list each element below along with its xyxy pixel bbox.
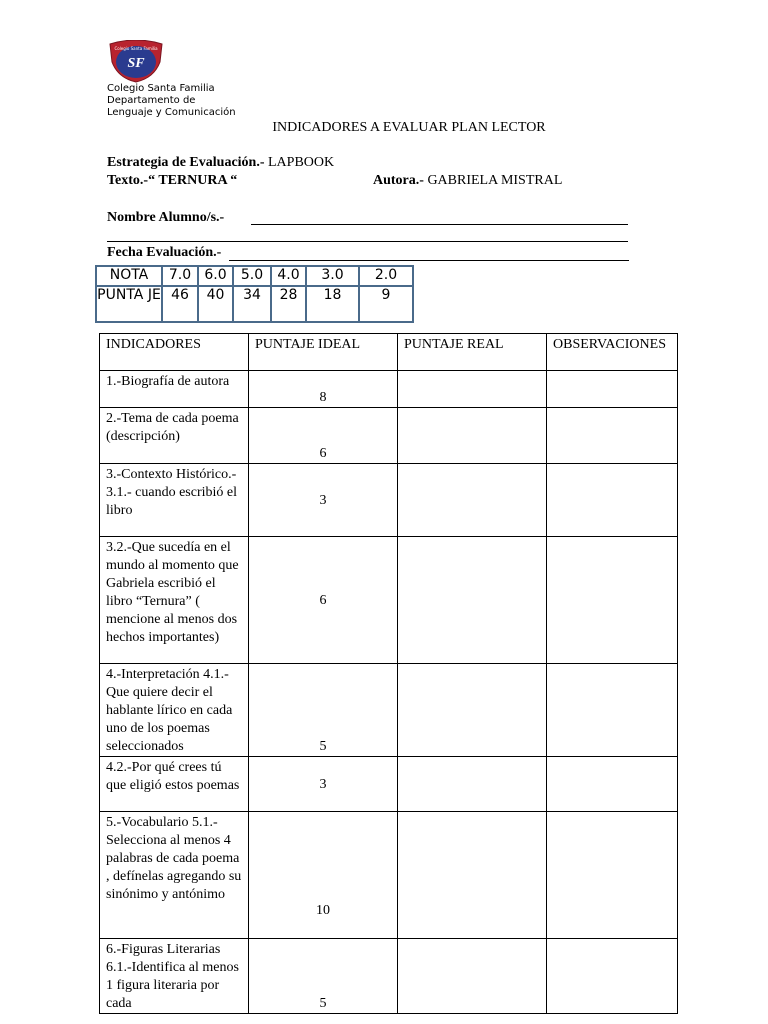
observations-cell[interactable] (547, 939, 678, 1014)
strategy-value: LAPBOOK (268, 155, 335, 170)
observations-cell[interactable] (547, 464, 678, 537)
grade-table (95, 265, 414, 323)
observations-cell[interactable] (547, 537, 678, 664)
real-score-cell[interactable] (398, 939, 547, 1014)
indicator-text: 2.-Tema de cada poema (descripción) (100, 408, 249, 464)
observations-cell[interactable] (547, 371, 678, 408)
puntaje-value: 18 (306, 286, 359, 322)
nota-value: 2.0 (359, 266, 413, 286)
real-score-cell[interactable] (398, 664, 547, 757)
ideal-score: 5 (249, 939, 398, 1014)
strategy-label: Estrategia de Evaluación.- (107, 155, 265, 170)
table-row (100, 408, 678, 464)
ideal-score: 5 (249, 664, 398, 757)
observations-cell[interactable] (547, 408, 678, 464)
header-puntaje-real: PUNTAJE REAL (398, 334, 547, 371)
table-row (100, 371, 678, 408)
indicator-text: 6.-Figuras Literarias 6.1.-Identifica al menos 1 figura literaria por cada (100, 939, 249, 1014)
date-label: Fecha Evaluación.- (107, 245, 222, 260)
table-header-row (100, 334, 678, 371)
puntaje-value: 40 (198, 286, 233, 322)
header-indicadores: INDICADORES (100, 334, 249, 371)
school-name: Colegio Santa Familia (107, 83, 215, 94)
indicator-text: 3.2.-Que sucedía en el mundo al momento que Gabriela escribió el libro “Ternura” ( mencione al menos dos hechos importantes) (100, 537, 249, 664)
ideal-score: 10 (249, 812, 398, 939)
indicator-text: 3.-Contexto Histórico.- 3.1.- cuando escribió el libro (100, 464, 249, 537)
indicator-text: 5.-Vocabulario 5.1.-Selecciona al menos 4 palabras de cada poema , defínelas agregando su sinónimo y antónimo (100, 812, 249, 939)
indicator-text: 4.-Interpretación 4.1.- Que quiere decir el hablante lírico en cada uno de los poemas seleccionados (100, 664, 249, 757)
ideal-score: 3 (249, 757, 398, 812)
puntaje-value: 28 (271, 286, 306, 322)
puntaje-value: 46 (162, 286, 198, 322)
department-line1: Departamento de (107, 95, 196, 106)
page-title: INDICADORES A EVALUAR PLAN LECTOR (272, 120, 546, 135)
grade-row-puntaje (96, 286, 413, 322)
real-score-cell[interactable] (398, 408, 547, 464)
ideal-score: 8 (249, 371, 398, 408)
table-row (100, 939, 678, 1014)
table-row (100, 464, 678, 537)
indicator-text: 4.2.-Por qué crees tú que eligió estos poemas (100, 757, 249, 812)
text-label: Texto.-“ TERNURA “ (107, 173, 238, 188)
indicator-text: 1.-Biografía de autora (100, 371, 249, 408)
strategy-line (107, 155, 334, 171)
real-score-cell[interactable] (398, 812, 547, 939)
nota-label: NOTA (96, 266, 162, 286)
header-observaciones: OBSERVACIONES (547, 334, 678, 371)
ideal-score: 3 (249, 464, 398, 537)
author-label: Autora.- (373, 173, 424, 188)
student-name-label: Nombre Alumno/s.- (107, 210, 225, 225)
student-name-field-line2[interactable] (107, 241, 628, 242)
observations-cell[interactable] (547, 757, 678, 812)
nota-value: 3.0 (306, 266, 359, 286)
nota-value: 5.0 (233, 266, 271, 286)
real-score-cell[interactable] (398, 757, 547, 812)
puntaje-label: PUNTA JE (96, 286, 162, 322)
logo-initials: SF (127, 56, 145, 71)
department-line2: Lenguaje y Comunicación (107, 107, 236, 118)
nota-value: 4.0 (271, 266, 306, 286)
author-line (373, 173, 562, 189)
observations-cell[interactable] (547, 812, 678, 939)
puntaje-value: 9 (359, 286, 413, 322)
nota-value: 6.0 (198, 266, 233, 286)
indicators-table (99, 333, 678, 1014)
table-row (100, 664, 678, 757)
ideal-score: 6 (249, 537, 398, 664)
student-name-field[interactable] (251, 224, 628, 225)
observations-cell[interactable] (547, 664, 678, 757)
school-info (107, 83, 236, 119)
logo-text: Colegio Santa Familia (114, 46, 158, 51)
table-row (100, 812, 678, 939)
date-field[interactable] (229, 260, 629, 261)
ideal-score: 6 (249, 408, 398, 464)
author-name: GABRIELA MISTRAL (427, 173, 563, 188)
real-score-cell[interactable] (398, 537, 547, 664)
header-puntaje-ideal: PUNTAJE IDEAL (249, 334, 398, 371)
real-score-cell[interactable] (398, 371, 547, 408)
table-row (100, 537, 678, 664)
table-row (100, 757, 678, 812)
grade-row-nota (96, 266, 413, 286)
school-logo (106, 40, 166, 84)
nota-value: 7.0 (162, 266, 198, 286)
real-score-cell[interactable] (398, 464, 547, 537)
puntaje-value: 34 (233, 286, 271, 322)
